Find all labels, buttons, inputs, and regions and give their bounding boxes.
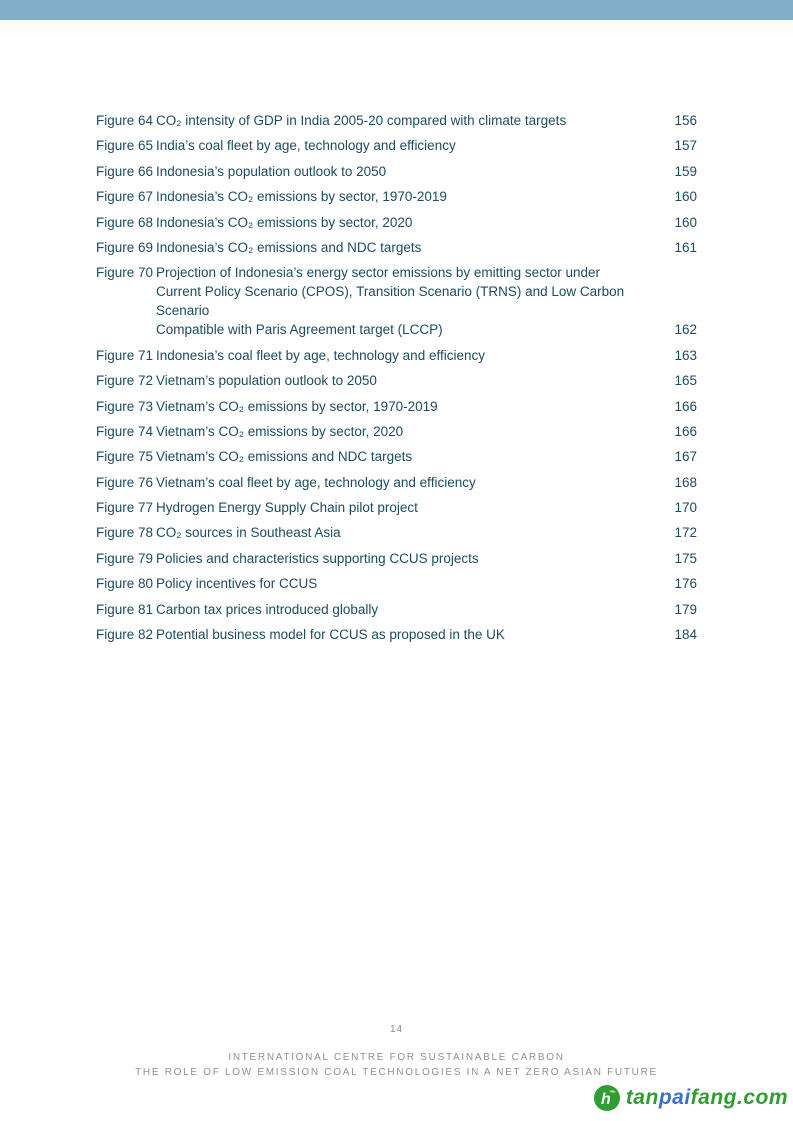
figure-title-line: Policies and characteristics supporting CCUS projects xyxy=(156,550,479,566)
figure-title-line: Projection of Indonesia’s energy sector emissions by emitting sector under xyxy=(156,265,600,281)
figure-row xyxy=(96,447,697,466)
page-number: 14 xyxy=(389,1024,404,1035)
figure-label: Figure 66 xyxy=(96,163,154,179)
figure-label: Figure 68 xyxy=(96,214,154,230)
figure-label: Figure 82 xyxy=(96,627,154,643)
figure-label: Figure 69 xyxy=(96,239,154,255)
figure-title-line: Vietnam’s CO₂ emissions and NDC targets xyxy=(156,449,413,465)
figure-row xyxy=(96,371,697,390)
figure-label: Figure 81 xyxy=(96,601,154,617)
tanpaifang-leaf-circle-icon xyxy=(594,1085,620,1111)
figure-row xyxy=(96,574,697,593)
figure-page-number: 157 xyxy=(674,138,697,154)
figure-row xyxy=(96,397,697,416)
page-header-bar xyxy=(0,0,793,20)
figure-page-number: 160 xyxy=(674,214,697,230)
figure-page-number: 165 xyxy=(674,373,697,389)
figure-title xyxy=(156,263,674,339)
figure-label: Figure 70 xyxy=(96,265,154,281)
figure-page-number: 160 xyxy=(674,189,697,205)
figure-page-number: 176 xyxy=(674,576,697,592)
figure-label: Figure 77 xyxy=(96,500,154,516)
figure-label: Figure 65 xyxy=(96,138,154,154)
figure-title-line: Vietnam’s coal fleet by age, technology and efficiency xyxy=(156,474,476,490)
figure-page-number: 156 xyxy=(674,113,697,128)
figure-label: Figure 67 xyxy=(96,189,154,205)
figure-title-line: Hydrogen Energy Supply Chain pilot project xyxy=(156,500,418,516)
figure-page-number: 179 xyxy=(674,601,697,617)
figure-row xyxy=(96,187,697,206)
figure-row xyxy=(96,213,697,232)
figure-page-number: 184 xyxy=(674,627,697,643)
figure-title-line: Indonesia’s CO₂ emissions by sector, 2020 xyxy=(156,214,413,230)
figure-page-number: 166 xyxy=(674,398,697,414)
figure-title-line: Indonesia’s CO₂ emissions by sector, 1970-2019 xyxy=(156,189,447,205)
figure-row xyxy=(96,346,697,365)
figure-title xyxy=(156,346,674,365)
figure-row xyxy=(96,263,697,339)
figure-page-number: 159 xyxy=(674,163,697,179)
logo-text-segment: fang.com xyxy=(690,1086,788,1109)
figure-label: Figure 74 xyxy=(96,423,154,439)
figure-row xyxy=(96,422,697,441)
figure-page-number: 163 xyxy=(674,347,697,363)
figure-row xyxy=(96,136,697,155)
figure-row xyxy=(96,600,697,619)
figure-row xyxy=(96,473,697,492)
footer-report-line: THE ROLE OF LOW EMISSION COAL TECHNOLOGIES IN A NET ZERO ASIAN FUTURE xyxy=(135,1067,658,1078)
figure-title-line: Vietnam’s CO₂ emissions by sector, 2020 xyxy=(156,423,404,439)
figure-title-line: Carbon tax prices introduced globally xyxy=(156,601,379,617)
header-fade xyxy=(0,20,793,46)
figure-page-number: 168 xyxy=(674,474,697,490)
figure-title-line: Indonesia’s population outlook to 2050 xyxy=(156,163,387,179)
footer-org-line: INTERNATIONAL CENTRE FOR SUSTAINABLE CARBON xyxy=(228,1052,565,1063)
svg-text:h: h xyxy=(600,1091,611,1108)
figure-page-number: 175 xyxy=(674,550,697,566)
figure-label: Figure 80 xyxy=(96,576,154,592)
figure-row xyxy=(96,498,697,517)
tanpaifang-logo-text xyxy=(626,1086,788,1110)
figure-title-line: India’s coal fleet by age, technology and efficiency xyxy=(156,138,456,154)
logo-text-segment: pai xyxy=(658,1086,691,1109)
figure-row xyxy=(96,162,697,181)
figure-label: Figure 79 xyxy=(96,550,154,566)
figure-title-line: Indonesia’s CO₂ emissions and NDC targets xyxy=(156,239,422,255)
tanpaifang-logo[interactable] xyxy=(594,1085,788,1111)
figure-page-number: 161 xyxy=(674,239,697,255)
figure-title-line: Vietnam’s CO₂ emissions by sector, 1970-2019 xyxy=(156,398,438,414)
figure-title xyxy=(156,162,674,181)
figure-page-number: 170 xyxy=(674,500,697,516)
figure-label: Figure 64 xyxy=(96,113,154,128)
figure-label: Figure 78 xyxy=(96,525,154,541)
figure-title-line: Indonesia’s coal fleet by age, technology and efficiency xyxy=(156,347,485,363)
figure-title-line: Policy incentives for CCUS xyxy=(156,576,318,592)
figure-title xyxy=(156,473,674,492)
figure-page-number: 166 xyxy=(674,423,697,439)
figure-title xyxy=(156,397,674,416)
figure-title xyxy=(156,574,674,593)
figure-title-line: Potential business model for CCUS as proposed in the UK xyxy=(156,627,505,643)
figure-label: Figure 73 xyxy=(96,398,154,414)
figure-title xyxy=(156,213,674,232)
figure-label: Figure 75 xyxy=(96,449,154,465)
figure-row xyxy=(96,238,697,257)
figure-page-number: 162 xyxy=(674,322,697,338)
list-of-figures xyxy=(96,111,697,650)
figure-title xyxy=(156,498,674,517)
figure-title xyxy=(156,136,674,155)
figure-row xyxy=(96,523,697,542)
figure-title xyxy=(156,238,674,257)
logo-text-segment: tan xyxy=(625,1086,659,1109)
figure-row xyxy=(96,111,697,130)
figure-title-line: Current Policy Scenario (CPOS), Transition Scenario (TRNS) and Low Carbon Scenario xyxy=(156,284,625,319)
figure-label: Figure 72 xyxy=(96,373,154,389)
figure-label: Figure 71 xyxy=(96,347,154,363)
figure-title xyxy=(156,422,674,441)
figure-title xyxy=(156,549,674,568)
figure-title-line: Compatible with Paris Agreement target (LCCP) xyxy=(156,322,443,338)
figure-title-line: Vietnam’s population outlook to 2050 xyxy=(156,373,377,389)
figure-title xyxy=(156,187,674,206)
figure-page-number: 172 xyxy=(674,525,697,541)
figure-row xyxy=(96,625,697,644)
figure-title xyxy=(156,447,674,466)
figure-page-number: 167 xyxy=(674,449,697,465)
figure-title xyxy=(156,111,674,130)
figure-title-line: CO₂ sources in Southeast Asia xyxy=(156,525,341,541)
figure-row xyxy=(96,549,697,568)
figure-title xyxy=(156,523,674,542)
figure-title xyxy=(156,600,674,619)
figure-title xyxy=(156,625,674,644)
figure-title xyxy=(156,371,674,390)
figure-label: Figure 76 xyxy=(96,474,154,490)
figure-title-line: CO₂ intensity of GDP in India 2005-20 compared with climate targets xyxy=(156,113,567,128)
